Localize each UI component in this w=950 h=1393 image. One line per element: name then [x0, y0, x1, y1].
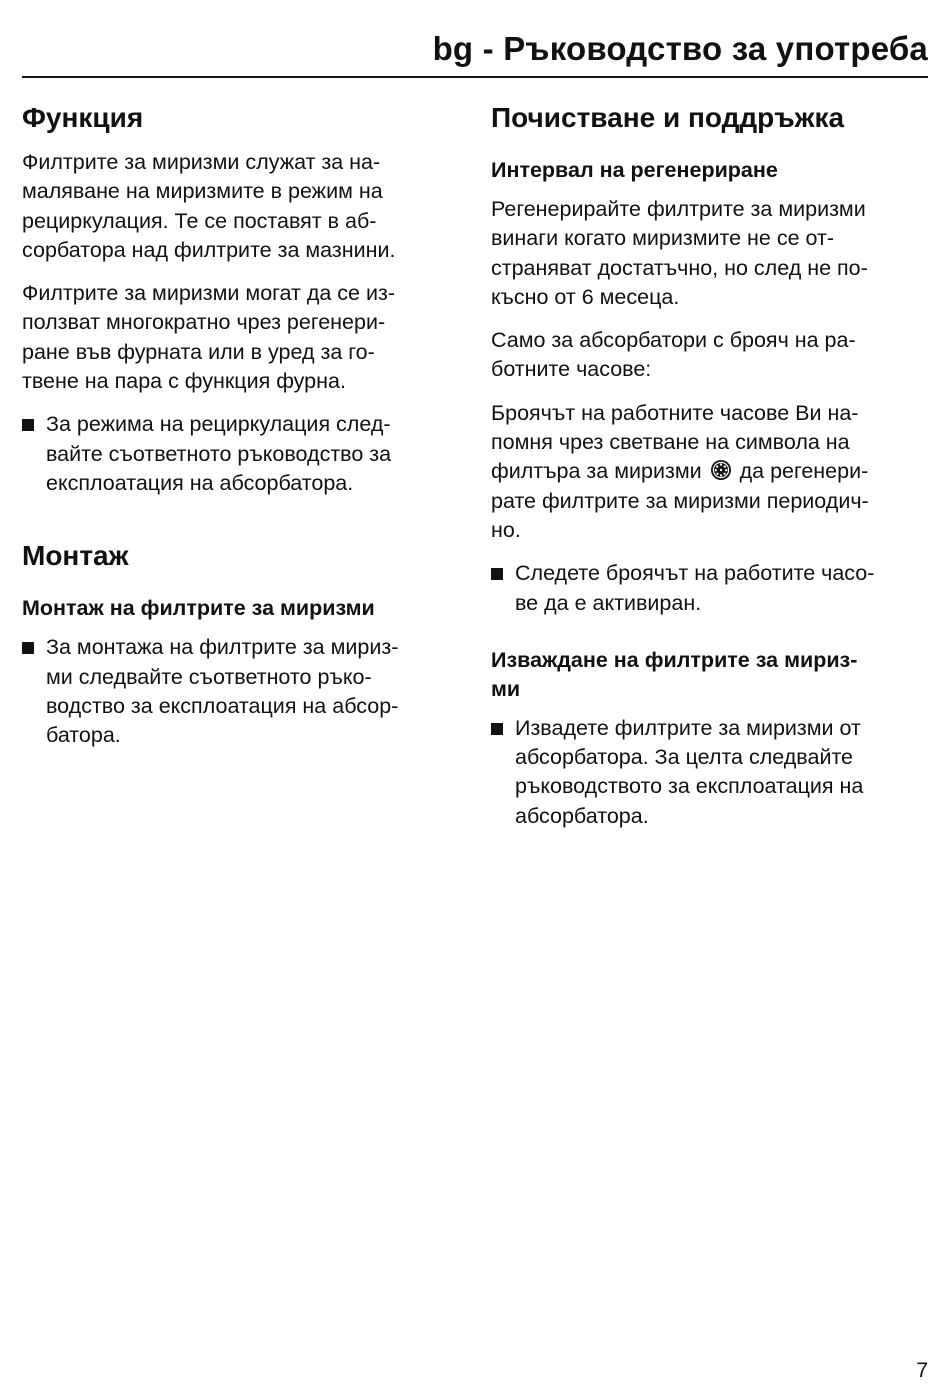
interval-paragraph-3 — [491, 399, 931, 545]
left-column — [22, 100, 462, 764]
spacer — [22, 586, 462, 594]
text-line: Филтрите за миризми могат да се из- — [22, 281, 396, 306]
assembly-bullet-item — [22, 633, 462, 750]
text-line: За монтажа на филтрите за мириз- — [46, 635, 399, 660]
text-line: винаги когато миризмите не се от- — [491, 226, 835, 251]
text-line: За режима на рециркулация след- — [46, 412, 391, 437]
text-line: Само за абсорбатори с брояч на ра- — [491, 328, 856, 353]
assembly-subheading: Монтаж на филтрите за миризми — [22, 596, 375, 621]
function-paragraph-2 — [22, 279, 462, 396]
text-line: ползват многократно чрез регенери- — [22, 310, 386, 335]
text-line: но. — [491, 517, 521, 542]
text-line: ботните часове: — [491, 357, 652, 382]
text-line: абсорбатора. За целта следвайте — [515, 745, 854, 770]
text-line: Броячът на работните часове Ви на- — [491, 400, 859, 425]
text-line: твене на пара с функция фурна. — [22, 369, 346, 394]
text-line: Регенерирайте филтрите за миризми — [491, 197, 866, 221]
text-line: Изваждане на филтрите за мириз- — [491, 647, 858, 672]
right-column — [491, 100, 931, 845]
text-line: експлоатация на абсорбатора. — [46, 470, 354, 495]
square-bullet-icon — [22, 642, 34, 654]
text-fragment: филтъра за миризми — [491, 459, 702, 484]
text-line: ръководството за експлоатация на — [515, 774, 864, 799]
text-line: сорбатора над филтрите за мазнини. — [22, 237, 396, 262]
text-line: водство за експлоатация на абсор- — [46, 693, 399, 718]
function-bullet-item — [22, 410, 462, 498]
spacer — [491, 148, 931, 156]
assembly-heading: Монтаж — [22, 540, 129, 572]
page-number: 7 — [916, 1359, 928, 1382]
removal-subheading — [491, 646, 931, 704]
text-line: късно от 6 месеца. — [491, 284, 680, 309]
text-line: вайте съответното ръководство за — [46, 441, 392, 466]
page-header — [22, 22, 928, 78]
counter-bullet-item — [491, 559, 931, 618]
interval-paragraph-1 — [491, 195, 931, 312]
text-line: рате филтрите за миризми периодич- — [491, 488, 869, 513]
spacer — [491, 632, 931, 646]
text-line: ми — [491, 676, 521, 701]
odour-filter-icon — [710, 459, 732, 481]
function-paragraph-1 — [22, 148, 462, 265]
text-line: Следете броячът на работите часо- — [515, 561, 875, 586]
text-line: ми следвайте съответното ръко- — [46, 664, 372, 689]
text-line-with-icon — [491, 457, 931, 486]
care-heading: Почистване и поддръжка — [491, 102, 845, 133]
text-line: батора. — [46, 723, 121, 748]
square-bullet-icon — [22, 419, 34, 431]
header-title: bg - Ръководство за употреба — [432, 30, 928, 67]
removal-bullet-item — [491, 714, 931, 831]
text-line: ве да е активиран. — [515, 590, 702, 615]
text-line: помня чрез светване на символа на — [491, 430, 850, 455]
square-bullet-icon — [491, 568, 503, 580]
text-line: абсорбатора. — [515, 803, 649, 828]
square-bullet-icon — [491, 723, 503, 735]
text-line: страняват достатъчно, но след не по- — [491, 255, 868, 280]
text-line: рециркулация. Те се поставят в аб- — [22, 208, 377, 233]
function-heading: Функция — [22, 102, 144, 133]
text-line: ране във фурната или в уред за го- — [22, 339, 375, 364]
spacer — [22, 512, 462, 538]
text-line: Филтрите за миризми служат за на- — [22, 150, 381, 174]
text-line: Извадете филтрите за миризми от — [515, 715, 861, 740]
text-fragment: да регенери- — [739, 459, 869, 484]
interval-paragraph-2 — [491, 326, 931, 385]
text-line: маляване на миризмите в режим на — [22, 179, 383, 204]
interval-subheading: Интервал на регенериране — [491, 158, 778, 182]
